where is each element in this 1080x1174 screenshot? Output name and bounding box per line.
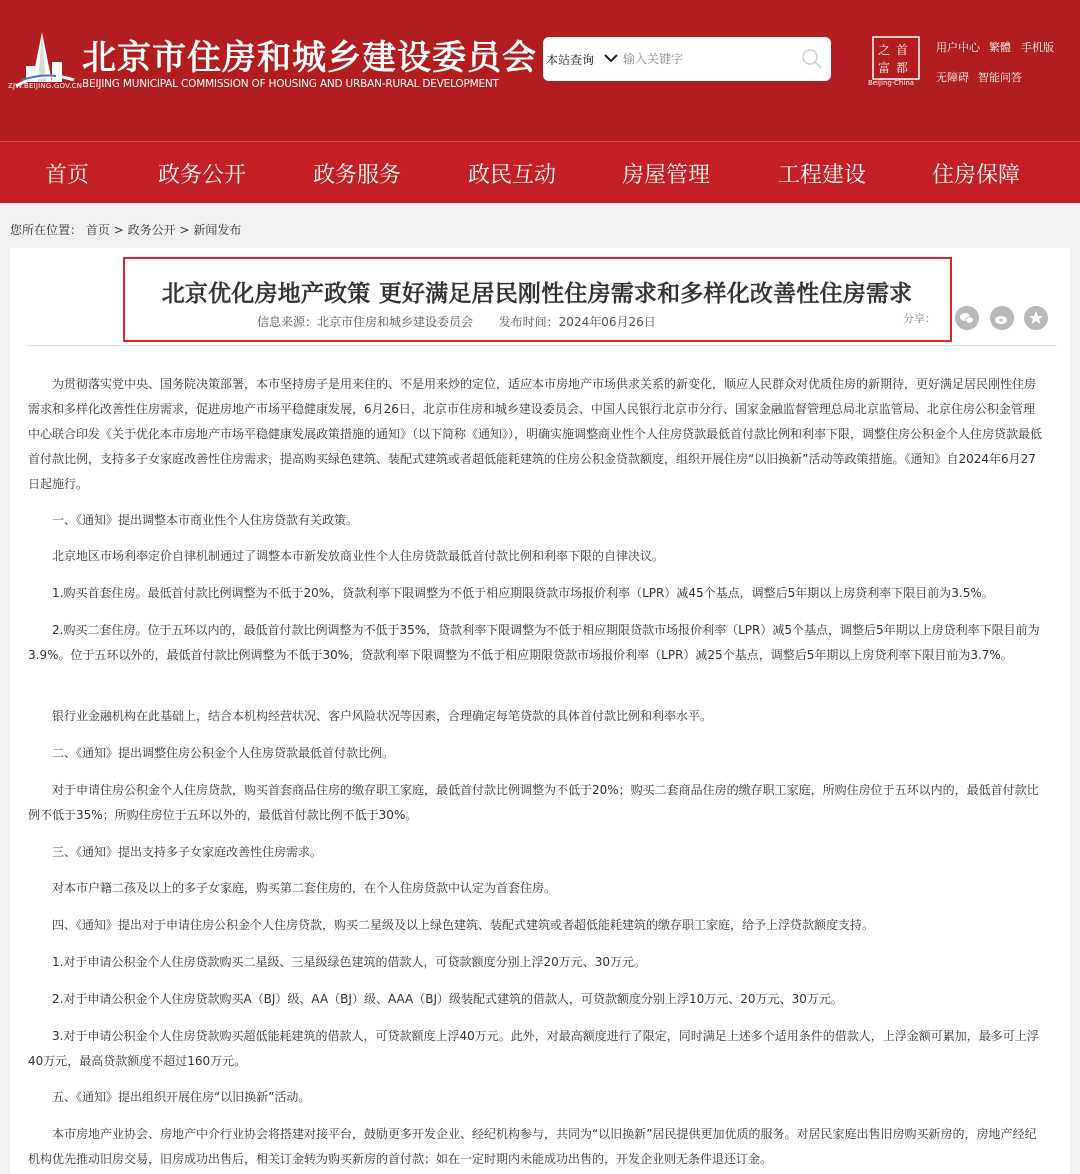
search-input[interactable] (623, 47, 793, 71)
chevron-down-icon[interactable] (603, 50, 619, 66)
article-paragraph: 四、《通知》提出对于申请住房公积金个人住房贷款，购买二星级及以上绿色建筑、装配式建筑或者超低能耗建筑的缴存职工家庭，给予上浮贷款额度支持。 (52, 918, 875, 932)
smart-qa-link[interactable]: 智能问答 (978, 71, 1022, 84)
breadcrumb-gov-affairs[interactable]: 政务公开 (127, 223, 176, 237)
breadcrumb-news[interactable]: 新闻发布 (193, 223, 242, 237)
search-scope-select[interactable]: 本站查询 (546, 53, 595, 67)
article-meta (257, 313, 656, 330)
site-subtitle: BEIJING MUNICIPAL COMMISSION OF HOUSING AND URBAN-RURAL DEVELOPMENT (82, 78, 499, 90)
article-paragraph: 为贯彻落实党中央、国务院决策部署，本市坚持房子是用来住的、不是用来炒的定位，适应本市房地产市场供求关系的新变化，顺应人民群众对优质住房的新期待，更好满足居民刚性住房需求和多样化改善性住房需求，促进房地产市场平稳健康发展，6月26日，北京市住房和城乡建设委员会、中国人民银行北京市分行、国家金融监督管理总局北京监管局、北京住房公积金管理中心联合印发《关于优化本市房地产市场平稳健康发展政策措施的通知》（以下简称《通知》），明确实施调整商业性个人住房贷款最低首付款比例和利率下限，调整住房公积金个人住房贷款最低首付款比例，支持多子女家庭改善性住房需求，提高购买绿色建筑、装配式建筑或者超低能耗建筑的住房公积金贷款额度，组织开展住房“以旧换新”活动等政策措施。《通知》自2024年6月27日起施行。 (28, 377, 1043, 491)
traditional-chinese-link[interactable]: 繁體 (989, 41, 1011, 54)
article-paragraph: 1.对于申请公积金个人住房贷款购买二星级、三星级绿色建筑的借款人，可贷款额度分别上浮20万元、30万元。 (52, 955, 646, 969)
logo-url-text: ZJW.BEIJING.GOV.CN (8, 82, 83, 90)
nav-item-interaction[interactable]: 政民互动 (468, 163, 557, 188)
article-title: 北京优化房地产政策 更好满足居民刚性住房需求和多样化改善性住房需求 (161, 281, 913, 307)
svg-text:首: 首 (896, 43, 909, 57)
article-paragraph: 一、《通知》提出调整本市商业性个人住房贷款有关政策。 (52, 513, 359, 527)
breadcrumb (10, 221, 241, 238)
site-title[interactable]: 北京市住房和城乡建设委员会 (82, 38, 537, 78)
breadcrumb-home[interactable]: 首页 (85, 223, 110, 237)
article-paragraph: 2.购买二套住房。位于五环以内的，最低首付款比例调整为不低于35%，贷款利率下限调整为不低于相应期限贷款市场报价利率（LPR）减5个基点，调整后5年期以上房贷利率下限目前为3.9%。位于五环以外的，最低首付款比例调整为不低于30%，贷款利率下限调整为不低于相应期限贷款市场报价利率（LPR）减25个基点，调整后5年期以上房贷利率下限目前为3.7%。 (28, 623, 1040, 662)
article-paragraph: 对本市户籍二孩及以上的多子女家庭，购买第二套住房的，在个人住房贷款中认定为首套住房。 (52, 881, 557, 895)
breadcrumb-prefix: 您所在位置： (10, 223, 83, 237)
main-nav (0, 141, 1080, 203)
article-paragraph: 二、《通知》提出调整住房公积金个人住房贷款最低首付款比例。 (52, 746, 395, 760)
share-label: 分享： (903, 312, 936, 325)
weibo-icon[interactable] (990, 306, 1014, 330)
nav-item-gov-affairs[interactable]: 政务公开 (158, 163, 247, 188)
article-date: 发布时间：2024年06月26日 (498, 315, 656, 329)
svg-text:之: 之 (878, 43, 891, 57)
breadcrumb-sep: > (113, 223, 124, 237)
capital-logo-caption: Beijing·China (868, 79, 915, 87)
nav-item-home[interactable]: 首页 (45, 163, 90, 188)
article-paragraph: 三、《通知》提出支持多子女家庭改善性住房需求。 (52, 845, 323, 859)
article-paragraph: 2.对于申请公积金个人住房贷款购买A（BJ）级、AA（BJ）级、AAA（BJ）级装配式建筑的借款人，可贷款额度分别上浮10万元、20万元、30万元。 (52, 992, 843, 1006)
breadcrumb-sep: > (179, 223, 190, 237)
nav-item-construction[interactable]: 工程建设 (778, 163, 867, 188)
search-box (543, 37, 831, 81)
article-panel (10, 248, 1070, 1174)
nav-item-housing-mgmt[interactable]: 房屋管理 (622, 163, 711, 188)
nav-item-housing-security[interactable]: 住房保障 (932, 163, 1021, 188)
search-icon[interactable] (800, 47, 824, 71)
user-center-link[interactable]: 用户中心 (936, 41, 980, 54)
wechat-icon[interactable] (955, 306, 979, 330)
svg-text:富: 富 (878, 61, 891, 75)
nav-item-gov-services[interactable]: 政务服务 (313, 163, 402, 188)
article-paragraph: 五、《通知》提出组织开展住房“以旧换新”活动。 (52, 1090, 311, 1104)
svg-text:都: 都 (896, 61, 909, 75)
article-paragraph: 对于申请住房公积金个人住房贷款，购买首套商品住房的缴存职工家庭，最低首付款比例调整为不低于20%；购买二套商品住房的缴存职工家庭，所购住房位于五环以内的，最低首付款比例不低于35%；所购住房位于五环以外的，最低首付款比例不低于30%。 (28, 783, 1039, 822)
article-source: 信息来源：北京市住房和城乡建设委员会 (257, 315, 474, 329)
favorite-icon[interactable] (1024, 306, 1048, 330)
article-paragraph: 3.对于申请公积金个人住房贷款购买超低能耗建筑的借款人，可贷款额度上浮40万元。此外，对最高额度进行了限定，同时满足上述多个适用条件的借款人，上浮金额可累加，最多可上浮40万元，最高贷款额度不超过160万元。 (28, 1029, 1039, 1068)
mobile-version-link[interactable]: 手机版 (1021, 41, 1054, 54)
article-paragraph: 北京地区市场利率定价自律机制通过了调整本市新发放商业性个人住房贷款最低首付款比例和利率下限的自律决议。 (52, 549, 665, 563)
article-paragraph: 银行业金融机构在此基础上，结合本机构经营状况、客户风险状况等因素，合理确定每笔贷款的具体首付款比例和利率水平。 (52, 709, 713, 723)
article-paragraph: 1.购买首套住房。最低首付款比例调整为不低于20%，贷款利率下限调整为不低于相应期限贷款市场报价利率（LPR）减45个基点，调整后5年期以上房贷利率下限目前为3.5%。 (52, 586, 994, 600)
title-divider (27, 345, 1057, 346)
article-paragraph: 本市房地产业协会、房地产中介行业协会将搭建对接平台，鼓励更多开发企业、经纪机构参与，共同为“以旧换新”居民提供更加优质的服务。对居民家庭出售旧房购买新房的，房地产经纪机构优先推动旧房交易，旧房成功出售后，相关订金转为购买新房的首付款；如在一定时期内未能成功出售的，开发企业则无条件退还订金。 (28, 1127, 1037, 1166)
accessibility-link[interactable]: 无障碍 (936, 71, 969, 84)
site-header (0, 0, 1080, 141)
